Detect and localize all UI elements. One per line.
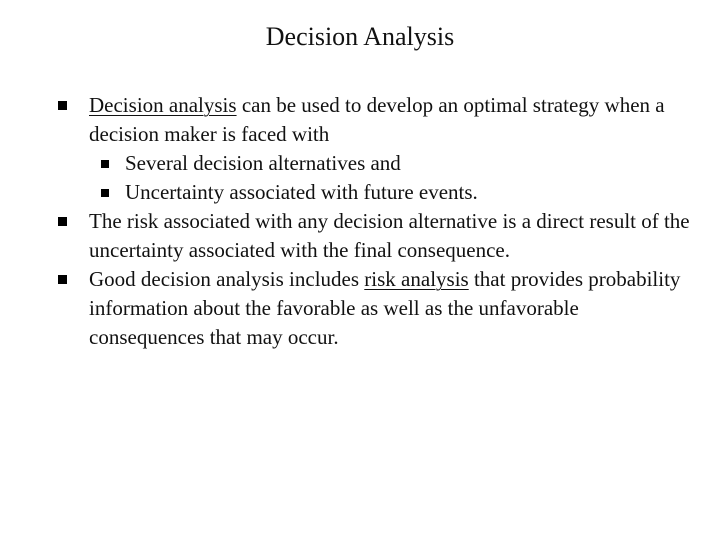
bullet-list: [58, 91, 698, 352]
subbullet-list: [91, 149, 698, 207]
decision-analysis-term: Decision analysis: [89, 93, 237, 117]
bullet-text-segment: Good decision analysis includes: [89, 267, 365, 291]
subbullet-text: Uncertainty associated with future events.: [125, 180, 478, 204]
square-bullet-icon: [58, 275, 67, 284]
bullet-item-risk: [58, 207, 698, 265]
square-bullet-icon: [101, 160, 109, 168]
square-bullet-icon: [58, 101, 67, 110]
bullet-text-segment: can be used to develop an optimal strategy when a decision maker is faced with: [89, 93, 665, 146]
bullet-text-segment: that provides probability information about the favorable as well as the unfavorable consequences that may occur.: [89, 267, 681, 349]
subbullet-text: Several decision alternatives and: [125, 151, 401, 175]
subbullet-item: [91, 178, 698, 207]
slide-title: Decision Analysis: [265, 22, 455, 51]
bullet-item-good-analysis: [58, 265, 698, 352]
square-bullet-icon: [101, 189, 109, 197]
square-bullet-icon: [58, 217, 67, 226]
subbullet-item: [91, 149, 698, 178]
bullet-text: [89, 93, 665, 146]
bullet-item-decision-analysis: [58, 91, 698, 207]
risk-analysis-term: risk analysis: [364, 267, 469, 291]
bullet-text: The risk associated with any decision alternative is a direct result of the uncertainty associated with the final consequence.: [89, 209, 690, 262]
bullet-text: [89, 267, 680, 349]
